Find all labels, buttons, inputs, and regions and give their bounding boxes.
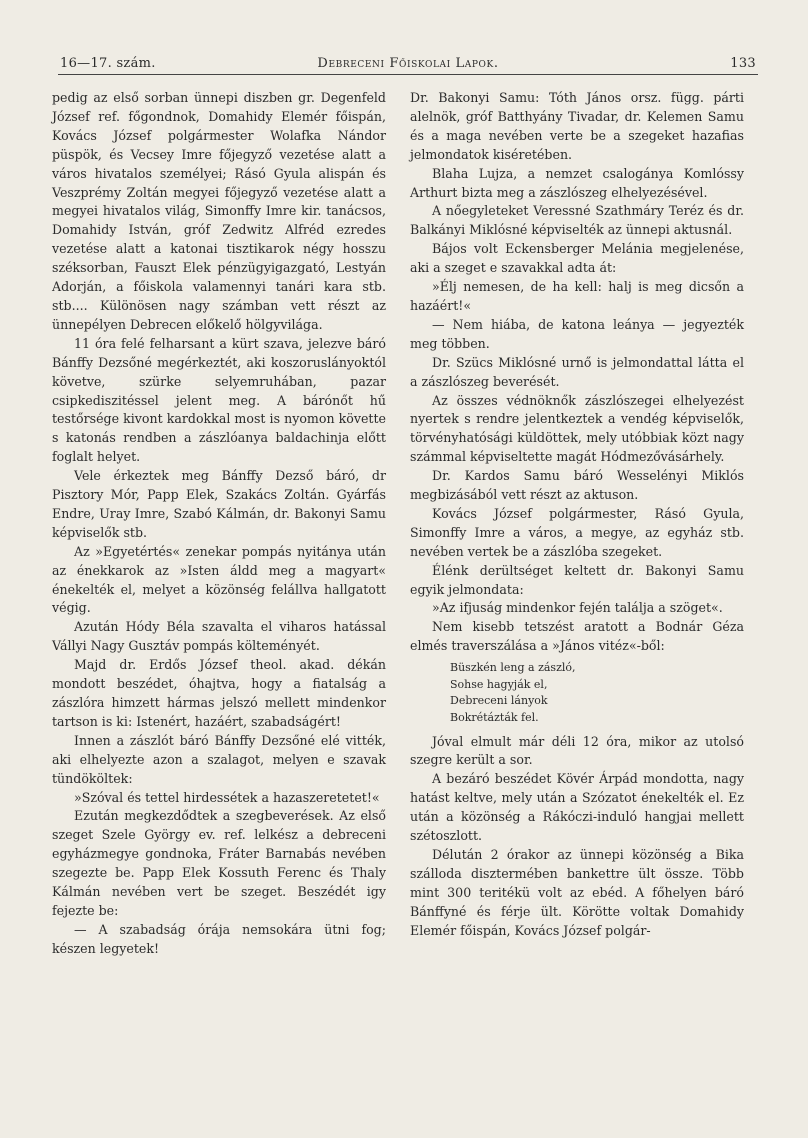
poem-line: Büszkén leng a zászló, [450,661,576,675]
paragraph: Élénk derültséget keltett dr. Bakonyi Samu egyik jelmondata: [410,562,744,597]
poem-line: Sohse hagyják el, [450,677,548,691]
poem-line: Bokrétázták fel. [450,710,539,724]
page-number: 133 [730,56,756,71]
quote-paragraph: »Az ifjuság mindenkor fején találja a szöget«. [432,600,723,616]
paragraph: — Nem hiába, de katona leánya — jegyezték meg többen. [410,316,744,351]
paragraph: Dr. Szücs Miklósné urnő is jelmondattal látta el a zászlószeg beverését. [410,354,744,389]
paragraph: Vele érkeztek meg Bánffy Dezső báró, dr Pisztory Mór, Papp Elek, Szakács Zoltán. Gyárfás Endre, Uray Imre, Szabó Kálmán, dr. Bakonyi Samu képviselők stb. [52,468,386,540]
paragraph: Blaha Lujza, a nemzet csalogánya Komlóssy Arthurt bizta meg a zászlószeg elhelyezésével. [410,165,744,200]
poem-block [450,660,744,726]
paragraph: Kovács József polgármester, Rásó Gyula, Simonffy Imre a város, a megye, az egyház stb. nevében vertek be a zászlóba szegeket. [410,505,744,559]
paragraph: Innen a zászlót báró Bánffy Dezsőné elé vitték, aki elhelyezte azon a szalagot, melyen e szavak tündököltek: [52,732,386,786]
quote-paragraph: »Szóval és tettel hirdessétek a hazaszeretetet!« [74,789,380,805]
journal-title: Debreceni Főiskolai Lapok. [317,56,499,71]
quote-paragraph: — A szabadság órája nemsokára ütni fog; készen legyetek! [52,921,386,956]
paragraph: Az összes védnöknők zászlószegei elhelyezést nyertek s rendre jelentkeztek a vendég képviselők, törvényhatósági küldöttek, mely utóbbiak közt nagy számmal képviseltette magát Hódmezővásárhely. [410,392,744,465]
paragraph: Nem kisebb tetszést aratott a Bodnár Géza elmés traverszálása a »János vitéz«-ből: [410,619,744,654]
paragraph: A nőegyleteket Veressné Szathmáry Teréz és dr. Balkányi Miklósné képviselték az ünnepi aktusnál. [410,203,744,238]
paragraph: Az »Egyetértés« zenekar pompás nyitánya után az énekkarok az »Isten áldd meg a magyart« énekelték el, melyet a közönség felállva hallgatott végig. [52,543,386,616]
paragraph: Dr. Bakonyi Samu: Tóth János orsz. függ. párti alelnök, gróf Batthyány Tivadar, dr. Kelemen Samu és a maga nevében verte be a szegeket hazafias jelmondatok kiséretében. [410,90,744,162]
paragraph: Azután Hódy Béla szavalta el viharos hatással Vállyi Nagy Gusztáv pompás költeményét. [52,619,386,654]
paragraph: Dr. Kardos Samu báró Wesselényi Miklós megbizásából vett részt az aktuson. [410,468,744,503]
paragraph: Jóval elmult már déli 12 óra, mikor az utolsó szegre került a sor. [410,733,744,768]
paragraph: pedig az első sorban ünnepi diszben gr. Degenfeld József ref. főgondnok, Domahidy Elemér főispán, Kovács József polgármester Wolafka Nándor püspök, és Vecsey Imre főjegyző vezetése alatt a város hivatalos személyei; Rásó Gyula alispán és Veszprémy Zoltán megyei főjegyző vezetése alatt a megyei hivatalos világ, Simonffy Imre kir. tanácsos, Domahidy István, gróf Zedwitz Alfréd ezredes vezetése alatt a katonai tisztikarok négy hosszu széksorban, Fauszt Elek pénzügyigazgató, Lestyán Adorján, a főiskola valamennyi tanári kara stb. stb.... Különösen nagy számban vett részt az ünnepélyen Debrecen előkelő hölgyvilága. [52,90,386,332]
paragraph: A bezáró beszédet Kövér Árpád mondotta, nagy hatást keltve, mely után a Szózatot énekelték el. Ez után a közönség a Rákóczi-induló hangjai mellett szétoszlott. [410,771,744,844]
paragraph: Ezután megkezdődtek a szegbeverések. Az első szeget Szele György ev. ref. lelkész a debreceni egyházmegye gondnoka, Fráter Barnabás nevében szegezte be. Papp Elek Kossuth Ferenc és Thaly Kálmán nevében vert be szeget. Beszédét igy fejezte be: [52,808,386,918]
running-header [60,56,756,74]
paragraph: 11 óra felé felharsant a kürt szava, jelezve báró Bánffy Dezsőné megérkeztét, aki koszoruslányoktól követve, szürke selyemruhában, pazar csipkediszitéssel jelent meg. A bárónőt hű testőrsége kivont kardokkal most is nyomon követte s katonás rendben a zászlóanya baldachinja előtt foglalt helyet. [52,335,386,465]
paragraph: Bájos volt Eckensberger Melánia megjelenése, aki a szeget e szavakkal adta át: [410,241,744,276]
right-column [410,89,744,941]
header-rule [58,74,758,75]
paragraph: Délután 2 órakor az ünnepi közönség a Bika szálloda disztermében bankettre ült össze. Több mint 300 teritékü volt az ebéd. A főhelyen báró Bánffyné és férje ült. Körötte voltak Domahidy Elemér főispán, Kovács József polgár- [410,847,744,938]
poem-line: Debreceni lányok [450,694,548,708]
paragraph: Majd dr. Erdős József theol. akad. dékán mondott beszédet, óhajtva, hogy a fiatalság a zászlóra himzett hármas jelszó mellett mindenkor tartson is ki: Istenért, hazáért, szabadságért! [52,657,386,729]
quote-paragraph: »Élj nemesen, de ha kell: halj is meg dicsőn a hazáért!« [410,279,744,313]
issue-number: 16—17. szám. [60,56,156,71]
left-column [52,89,386,959]
